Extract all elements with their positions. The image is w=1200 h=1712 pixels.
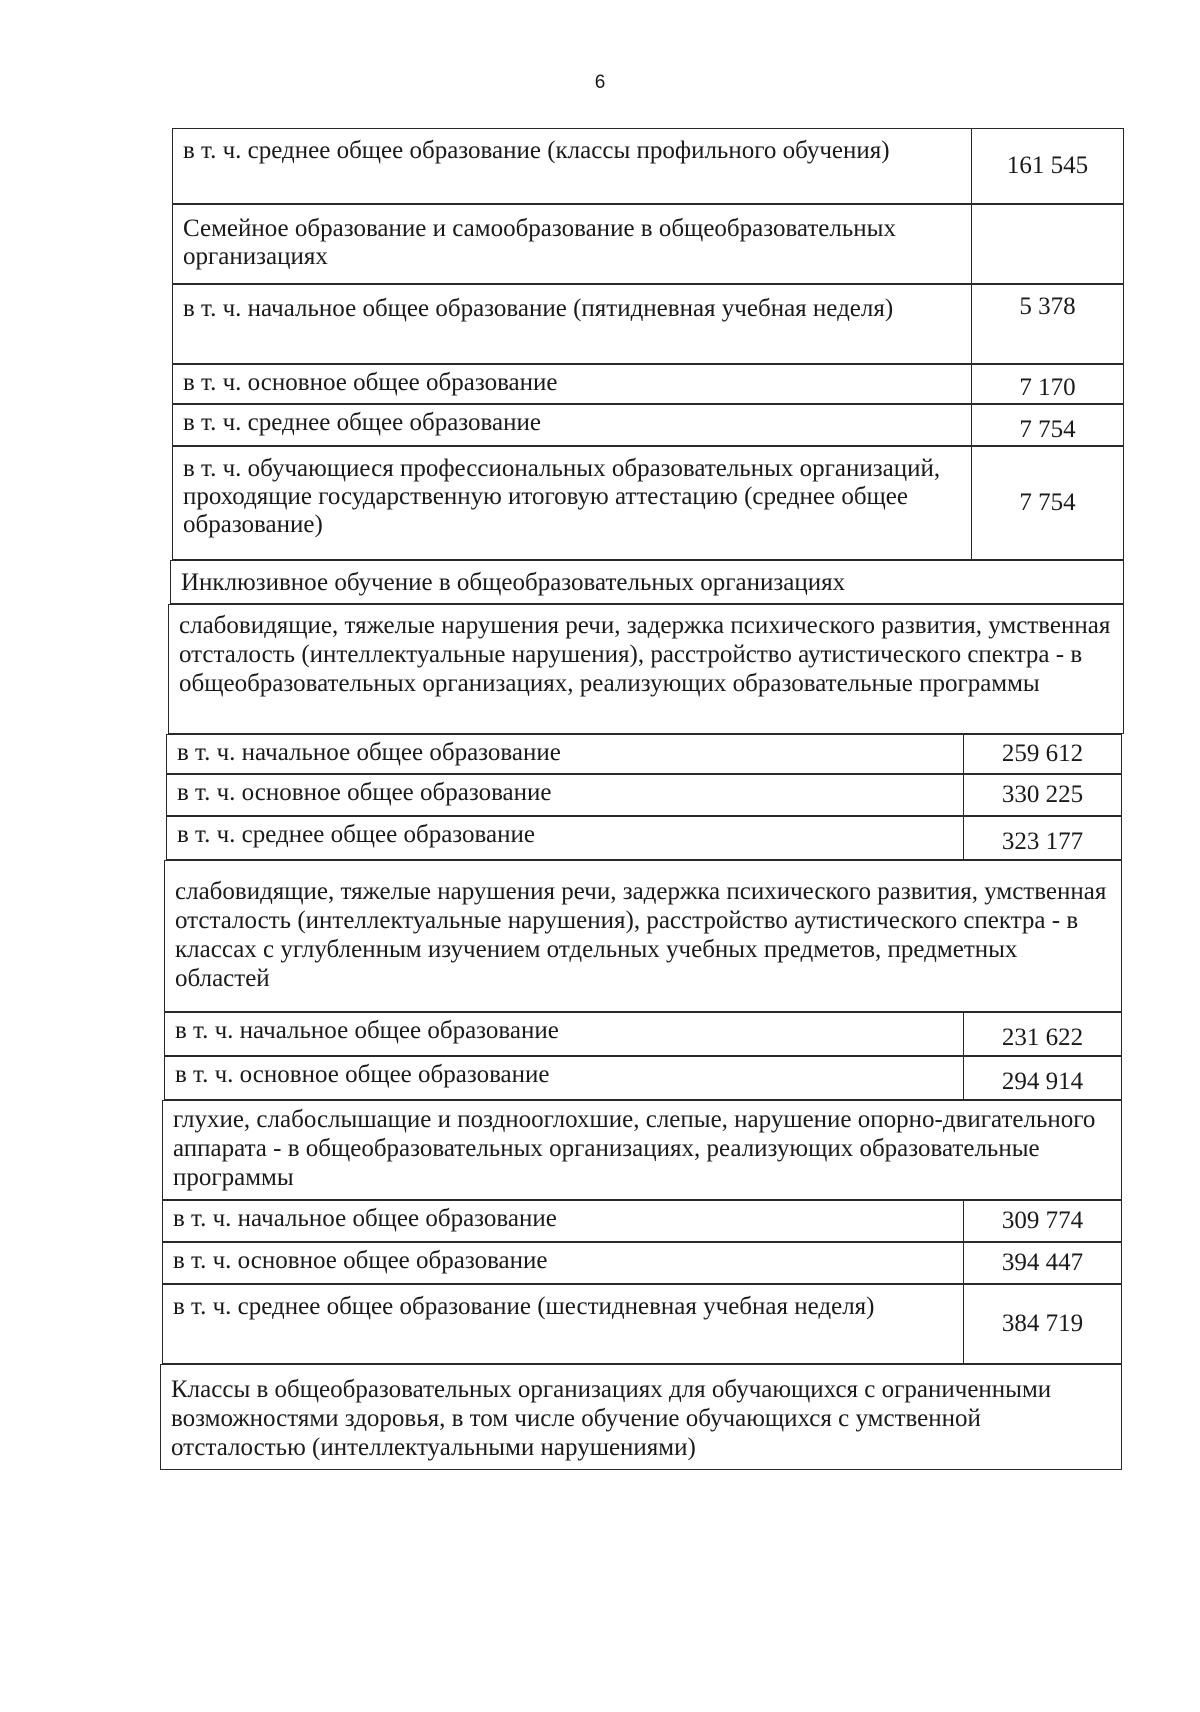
row-label: в т. ч. начальное общее образование bbox=[173, 1205, 557, 1232]
table-row bbox=[166, 816, 1122, 860]
table-row bbox=[172, 128, 1124, 204]
table-row bbox=[172, 284, 1124, 364]
category-description: Классы в общеобразовательных организациях для обучающихся с ограниченными возможностями здоровья, в том числе обучение обучающихся с умственной отсталостью (интеллектуальными нарушениями) bbox=[171, 1376, 1052, 1461]
row-value: 5 378 bbox=[971, 285, 1123, 363]
row-value: 384 719 bbox=[963, 1285, 1121, 1363]
section-heading: Инклюзивное обучение в общеобразовательных организациях bbox=[181, 569, 846, 596]
row-label: в т. ч. начальное общее образование bbox=[177, 739, 561, 766]
row-value: 7 754 bbox=[971, 447, 1123, 559]
table-row bbox=[162, 1242, 1122, 1284]
row-value: 7 754 bbox=[971, 405, 1123, 445]
row-label: в т. ч. основное общее образование bbox=[173, 1247, 548, 1274]
row-value: 231 622 bbox=[963, 1013, 1121, 1055]
row-label: в т. ч. начальное общее образование (пятидневная учебная неделя) bbox=[183, 295, 894, 322]
table-row bbox=[164, 860, 1122, 1012]
row-label: в т. ч. обучающиеся профессиональных образовательных организаций, проходящие государственную итоговую аттестацию (среднее общее образование) bbox=[183, 455, 941, 538]
table-row bbox=[166, 774, 1122, 816]
table-row bbox=[162, 1284, 1122, 1364]
row-label: в т. ч. основное общее образование bbox=[175, 1061, 550, 1088]
row-label: Семейное образование и самообразование в общеобразовательных организациях bbox=[183, 215, 896, 270]
row-label: в т. ч. среднее общее образование (классы профильного обучения) bbox=[183, 137, 890, 164]
table-row bbox=[162, 1200, 1122, 1242]
table-row bbox=[172, 446, 1124, 560]
row-value: 294 914 bbox=[963, 1057, 1121, 1099]
table-row bbox=[166, 734, 1122, 774]
row-label: в т. ч. среднее общее образование bbox=[183, 409, 541, 436]
row-label: в т. ч. основное общее образование bbox=[183, 369, 558, 396]
table-row bbox=[168, 604, 1124, 734]
table-row bbox=[172, 204, 1124, 284]
row-value: 309 774 bbox=[963, 1201, 1121, 1241]
row-value: 259 612 bbox=[963, 735, 1121, 773]
table-row bbox=[170, 560, 1124, 604]
category-description: глухие, слабослышащие и позднооглохшие, слепые, нарушение опорно-двигательного аппарата - в общеобразовательных организациях, реализующих образовательные программы bbox=[173, 1106, 1096, 1191]
table-row bbox=[164, 1012, 1122, 1056]
row-label: в т. ч. основное общее образование bbox=[177, 779, 552, 806]
row-label: в т. ч. среднее общее образование (шестидневная учебная неделя) bbox=[173, 1293, 875, 1320]
table-row bbox=[160, 1364, 1122, 1470]
category-description: слабовидящие, тяжелые нарушения речи, задержка психического развития, умственная отсталость (интеллектуальные нарушения), расстройство аутистического спектра - в классах с углубленным изучением отдельных учебных предметов, предметных областей bbox=[175, 878, 1107, 992]
row-value: 394 447 bbox=[963, 1243, 1121, 1283]
row-value: 7 170 bbox=[971, 365, 1123, 403]
table-row bbox=[164, 1056, 1122, 1100]
row-value: 161 545 bbox=[971, 129, 1123, 203]
category-description: слабовидящие, тяжелые нарушения речи, задержка психического развития, умственная отсталость (интеллектуальные нарушения), расстройство аутистического спектра - в общеобразовательных организациях, реализующих образовательные программы bbox=[179, 612, 1111, 697]
row-label: в т. ч. начальное общее образование bbox=[175, 1017, 559, 1044]
table-row bbox=[172, 404, 1124, 446]
table-row bbox=[172, 364, 1124, 404]
page-number: 6 bbox=[594, 72, 606, 93]
table-row bbox=[162, 1100, 1122, 1200]
row-label: в т. ч. среднее общее образование bbox=[177, 821, 535, 848]
row-value bbox=[971, 205, 1123, 283]
row-value: 330 225 bbox=[963, 775, 1121, 815]
row-value: 323 177 bbox=[963, 817, 1121, 859]
